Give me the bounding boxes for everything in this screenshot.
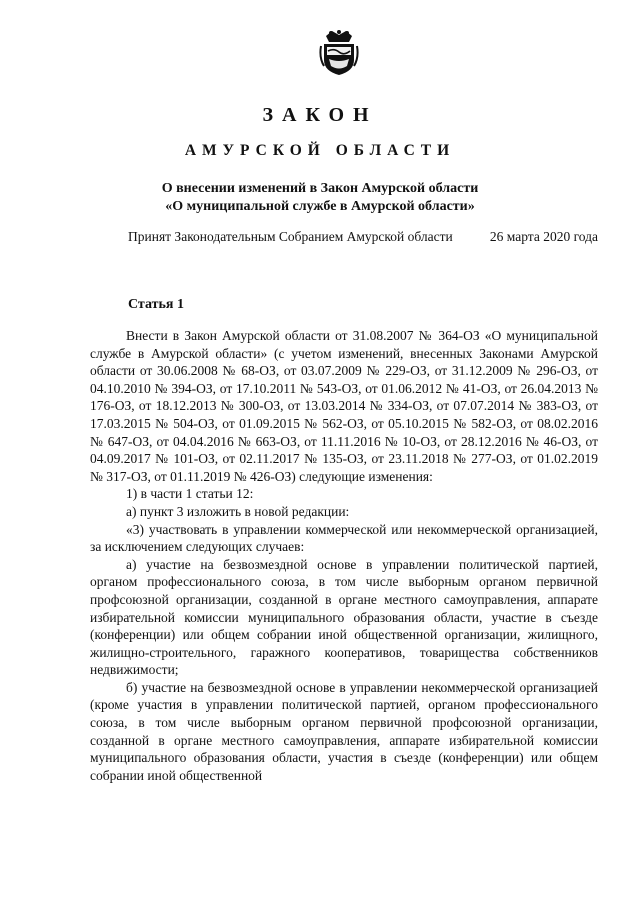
body-paragraph: 1) в части 1 статьи 12: bbox=[126, 486, 254, 502]
body-paragraph: а) участие на безвозмездной основе в управлении политической партией, органом профессионального союза, в том числе выборным органом первичной профсоюзной организации, созданной в органе местного самоуправления, аппарате избирательной комиссии муниципального образования области, участие в съезде (конференции) или общем собрании иной общественной организации, жилищного, жилищно-строительного, гаражного кооперативов, товарищества собственников недвижимости; bbox=[90, 556, 598, 678]
law-heading-line-2: «О муниципальной службе в Амурской области» bbox=[165, 199, 475, 214]
document-title: ЗАКОН bbox=[262, 104, 378, 126]
body-paragraph: а) пункт 3 изложить в новой редакции: bbox=[126, 503, 350, 519]
article-title: Статья 1 bbox=[128, 297, 184, 312]
region-subtitle: АМУРСКОЙ ОБЛАСТИ bbox=[184, 142, 456, 159]
coat-of-arms-icon bbox=[318, 28, 360, 76]
adoption-statement: Принят Законодательным Собранием Амурской области bbox=[128, 229, 453, 244]
law-heading-line-1: О внесении изменений в Закон Амурской области bbox=[161, 181, 479, 196]
body-paragraph: Внести в Закон Амурской области от 31.08.2007 № 364-ОЗ «О муниципальной службе в Амурской области» (с учетом изменений, внесенных Законами Амурской области от 30.06.2008 № 68-ОЗ, от 03.07.2009 № 229-ОЗ, от 31.12.2009 № 296-ОЗ, от 04.10.2010 № 394-ОЗ, от 17.10.2011 № 543-ОЗ, от 01.06.2012 № 41-ОЗ, от 26.04.2013 № 176-ОЗ, от 18.12.2013 № 300-ОЗ, от 13.03.2014 № 334-ОЗ, от 07.07.2014 № 383-ОЗ, от 17.03.2015 № 504-ОЗ, от 01.09.2015 № 562-ОЗ, от 05.10.2015 № 582-ОЗ, от 08.02.2016 № 647-ОЗ, от 04.04.2016 № 663-ОЗ, от 11.11.2016 № 10-ОЗ, от 28.12.2016 № 46-ОЗ, от 04.09.2017 № 101-ОЗ, от 02.11.2017 № 135-ОЗ, от 23.11.2018 № 277-ОЗ, от 01.02.2019 № 317-ОЗ, от 01.11.2019 № 426-ОЗ) следующие изменения: bbox=[90, 328, 598, 484]
body-paragraph: б) участие на безвозмездной основе в управлении некоммерческой организацией (кроме участия в управлении политической партией, органом профессионального союза, в том числе выборным органом первичной профсоюзной организации, созданной в органе местного самоуправления, аппарате избирательной комиссии муниципального образования области, участия в съезде (конференции) или общем собрании иной общественной bbox=[90, 679, 598, 783]
law-heading bbox=[0, 180, 640, 216]
body-paragraph: «3) участвовать в управлении коммерческой или некоммерческой организацией, за исключением следующих случаев: bbox=[90, 521, 598, 555]
document-body bbox=[90, 327, 598, 784]
adoption-date: 26 марта 2020 года bbox=[489, 229, 598, 244]
coat-of-arms-emblem bbox=[318, 28, 360, 76]
